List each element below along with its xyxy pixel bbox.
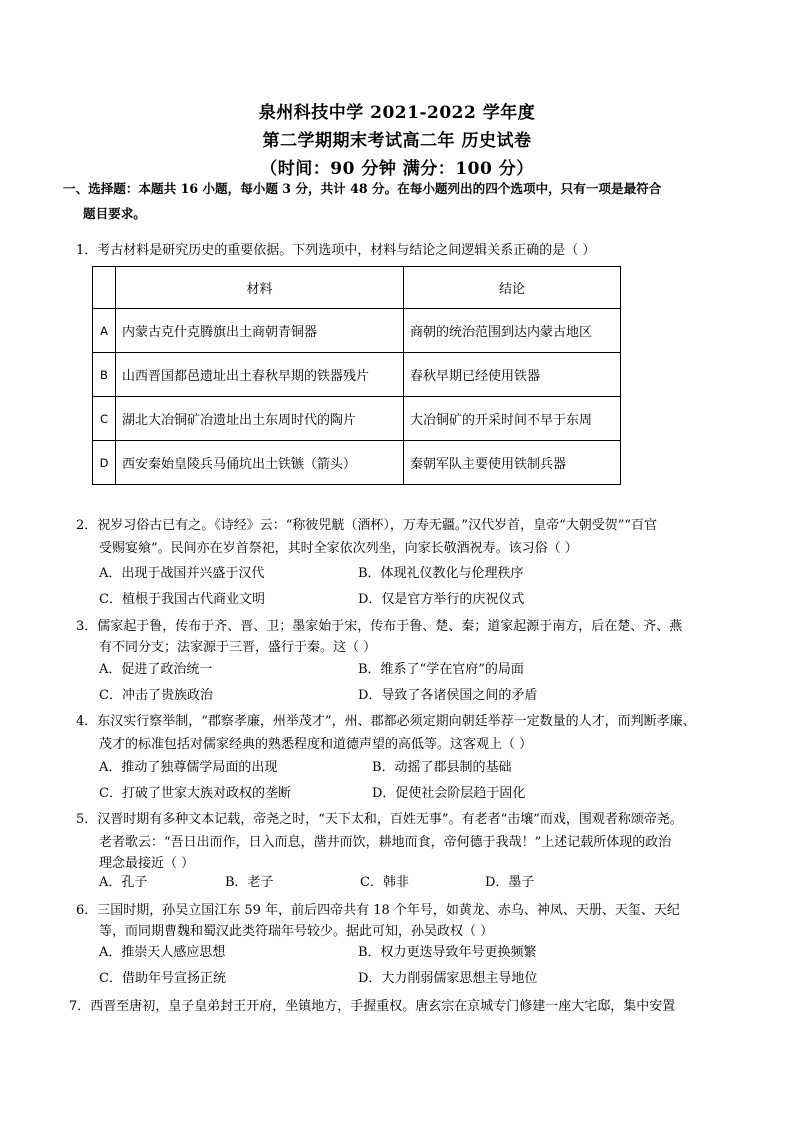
evidence-table (92, 266, 621, 485)
q3-option-b[interactable]: B．维系了“学在官府”的局面 (358, 662, 524, 677)
table-row (93, 441, 621, 485)
row-material: 西安秦始皇陵兵马俑坑出土铁镞（箭头） (116, 441, 404, 485)
exam-title-line2: 第二学期期末考试高二年 历史试卷 (262, 131, 532, 151)
row-material: 湖北大冶铜矿冶遗址出土东周时代的陶片 (116, 397, 404, 441)
q2-option-b[interactable]: B．体现礼仪教化与伦理秩序 (358, 566, 524, 581)
q3-option-a[interactable]: A．促进了政治统一 (99, 662, 213, 677)
row-letter: C (93, 397, 116, 441)
question-5-line3: 理念最接近（ ） (99, 856, 195, 871)
q3-option-c[interactable]: C．冲击了贵族政治 (99, 688, 213, 703)
question-6-line2: 等，而同期曹魏和蜀汉此类符瑞年号较少。据此可知，孙吴政权（ ） (99, 924, 494, 939)
q2-option-c[interactable]: C．植根于我国古代商业文明 (99, 592, 265, 607)
section-heading-line1: 一、选择题：本题共 16 小题，每小题 3 分，共计 48 分。在每小题列出的四个选项中，只有一项是最符合 (63, 181, 662, 196)
row-letter: B (93, 353, 116, 397)
table-header-conclusion: 结论 (404, 267, 621, 309)
question-3: 3．儒家起于鲁，传布于齐、晋、卫；墨家始于宋，传布于鲁、楚、秦；道家起源于南方，后在楚、齐、燕 (76, 619, 683, 634)
question-5-line2: 老者歌云：“吾日出而作，日入而息，凿井而饮，耕地而食，帝何德于我哉！”上述记载所体现的政治 (99, 835, 672, 850)
question-4-line2: 茂才的标准包括对儒家经典的熟悉程度和道德声望的高低等。这客观上（ ） (99, 737, 533, 752)
q5-option-d[interactable]: D．墨子 (485, 875, 535, 890)
row-conclusion: 大冶铜矿的开采时间不早于东周 (404, 397, 621, 441)
row-material: 内蒙古克什克腾旗出土商朝青铜器 (116, 309, 404, 353)
row-letter: A (93, 309, 116, 353)
row-conclusion: 秦朝军队主要使用铁制兵器 (404, 441, 621, 485)
table-header-material: 材料 (116, 267, 404, 309)
question-1: 1．考古材料是研究历史的重要依据。下列选项中，材料与结论之间逻辑关系正确的是（ ） (76, 243, 596, 258)
q5-option-b[interactable]: B．老子 (225, 875, 274, 890)
q3-option-d[interactable]: D．导致了各诸侯国之间的矛盾 (358, 688, 538, 703)
q2-option-d[interactable]: D．仅是官方举行的庆祝仪式 (358, 592, 525, 607)
q5-option-a[interactable]: A．孔子 (99, 875, 148, 890)
q2-option-a[interactable]: A．出现于战国并兴盛于汉代 (99, 566, 265, 581)
q6-option-d[interactable]: D．大力削弱儒家思想主导地位 (358, 971, 538, 986)
question-2: 2．祝岁习俗古已有之。《诗经》云：“称彼兕觥（酒杯），万寿无疆。”汉代岁首，皇帝“大朝受贺”“百官 (76, 518, 658, 533)
q4-option-c[interactable]: C．打破了世家大族对政权的垄断 (99, 786, 291, 801)
row-material: 山西晋国都邑遗址出土春秋早期的铁器残片 (116, 353, 404, 397)
q6-option-b[interactable]: B．权力更迭导致年号更换频繁 (358, 945, 537, 960)
table-header-row (93, 267, 621, 309)
table-header-blank (93, 267, 116, 309)
row-conclusion: 春秋早期已经使用铁器 (404, 353, 621, 397)
q6-option-a[interactable]: A．推崇天人感应思想 (99, 945, 226, 960)
section-heading-line2: 题目要求。 (83, 206, 146, 221)
question-7: 7．西晋至唐初，皇子皇弟封王开府，坐镇地方，手握重权。唐玄宗在京城专门修建一座大宅邸，集中安置 (69, 999, 676, 1014)
question-4: 4．东汉实行察举制，“郡察孝廉，州举茂才”，州、郡都必须定期向朝廷举荐一定数量的人才，而判断孝廉、 (76, 714, 696, 729)
q4-option-b[interactable]: B．动摇了郡县制的基础 (372, 760, 512, 775)
q5-option-c[interactable]: C．韩非 (360, 875, 409, 890)
row-letter: D (93, 441, 116, 485)
section-heading (63, 176, 731, 226)
question-5: 5．汉晋时期有多种文本记载，帝尧之时，“天下太和，百姓无事”。有老者“击壤”而戏，围观者称颂帝尧。 (76, 812, 683, 827)
exam-title-line1: 泉州科技中学 2021-2022 学年度 (258, 103, 536, 123)
table-row (93, 309, 621, 353)
table-row (93, 397, 621, 441)
q6-option-c[interactable]: C．借助年号宣扬正统 (99, 971, 226, 986)
question-2-line2: 受赐宴飨”。民间亦在岁首祭祀，其时全家依次列坐，向家长敬酒祝寿。该习俗（ ） (99, 541, 578, 556)
exam-title-line3: （时间：90 分钟 满分：100 分） (260, 159, 534, 179)
question-6: 6．三国时期，孙吴立国江东 59 年，前后四帝共有 18 个年号，如黄龙、赤乌、神凤、天册、天玺、天纪 (76, 903, 680, 918)
question-3-line2: 有不同分支；法家源于三晋，盛行于秦。这（ ） (99, 640, 377, 655)
q4-option-a[interactable]: A．推动了独尊儒学局面的出现 (99, 760, 278, 775)
q4-option-d[interactable]: D．促使社会阶层趋于固化 (372, 786, 526, 801)
row-conclusion: 商朝的统治范围到达内蒙古地区 (404, 309, 621, 353)
table-row (93, 353, 621, 397)
